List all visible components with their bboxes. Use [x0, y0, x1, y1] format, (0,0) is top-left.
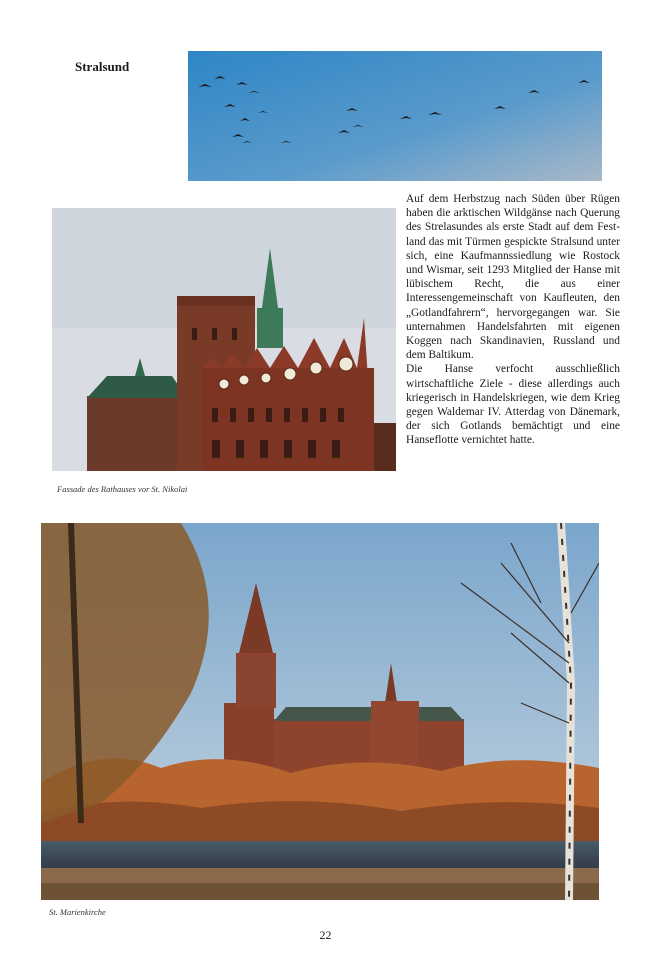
town-hall-facade-photo: [52, 208, 396, 471]
page-number: 22: [319, 928, 332, 942]
flying-geese-photo: [188, 51, 602, 181]
church-caption: St. Marienkirche: [49, 907, 106, 917]
page-heading: Stralsund: [75, 59, 130, 74]
article-paragraph: Die Hanse verfocht ausschließlich wirtschaftliche Ziele - diese allerdings auch kriegerisch in Handelskriegen, wie dem Krieg gegen Waldemar IV. Atterdag von Dänemark, der sich Gotlands bemächtigt und eine Hanseflotte vernichtet hatte.: [406, 363, 620, 447]
church-lake-photo: [41, 523, 599, 900]
article-text: [406, 192, 620, 448]
town-hall-caption: Fassade des Rathauses vor St. Nikolai: [57, 484, 188, 494]
article-paragraph: Auf dem Herbstzug nach Süden über Rügen haben die arktischen Wildgänse nach Querung des Strelasundes als erste Stadt auf dem Festland das mit Türmen gespickte Stralsund unter sich, eine Kaufmannssiedlung wie Rostock und Wismar, seit 1293 Mitglied der Hanse mit lübischem Recht, die aus einer Interessengemeinschaft von Kaufleuten, den „Gotlandfahrern“, hervorgegangen war. Sie unternahmen Handelsfahrten mit eigenen Koggen nach Skandinavien, Russland und dem Baltikum.: [406, 193, 620, 362]
